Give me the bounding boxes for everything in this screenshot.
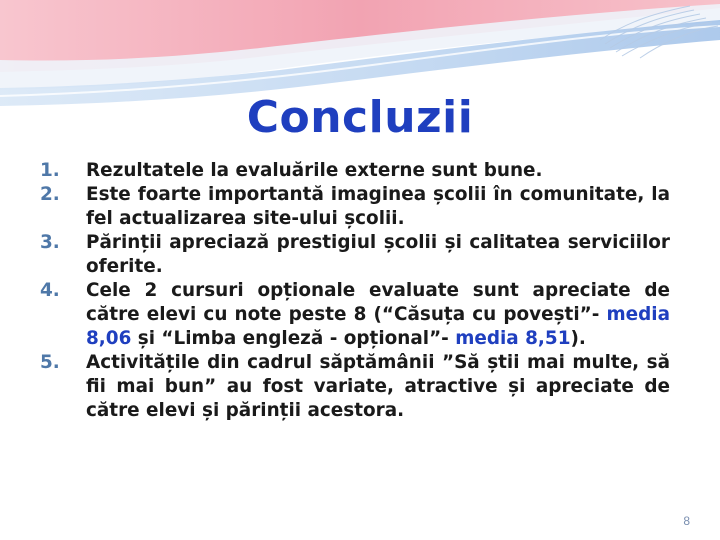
slide-title: Concluzii [246, 92, 474, 143]
item-text: și “Limba engleză - opțional”- [131, 328, 456, 349]
list-item [40, 231, 670, 279]
item-text: Rezultatele la evaluările externe sunt bune. [86, 160, 543, 181]
list-item [40, 159, 670, 183]
item-text: Părinții apreciază prestigiul școlii și calitatea serviciilor oferite. [86, 232, 670, 277]
item-text: ). [570, 328, 586, 349]
list-item [40, 279, 670, 351]
item-number: 2. [40, 184, 60, 205]
highlight-average-2: media 8,51 [455, 328, 571, 349]
conclusions-list [40, 159, 670, 423]
item-number: 4. [40, 280, 60, 301]
item-number: 5. [40, 352, 60, 373]
list-item [40, 351, 670, 423]
item-text: Activitățile din cadrul săptămânii ”Să știi mai multe, să fii mai bun” au fost variate, atractive și apreciate de către elevi și părinții acestora. [86, 352, 670, 421]
item-text: Este foarte importantă imaginea școlii în comunitate, la fel actualizarea site-ului școlii. [86, 184, 670, 229]
item-number: 1. [40, 160, 60, 181]
item-text: Cele 2 cursuri opționale evaluate sunt apreciate de către elevi cu note peste 8 (“Căsuța cu povești”- [86, 280, 670, 325]
highlight-average-1: media 8,06 [86, 304, 670, 349]
item-number: 3. [40, 232, 60, 253]
list-item [40, 183, 670, 231]
page-number: 8 [683, 514, 690, 528]
